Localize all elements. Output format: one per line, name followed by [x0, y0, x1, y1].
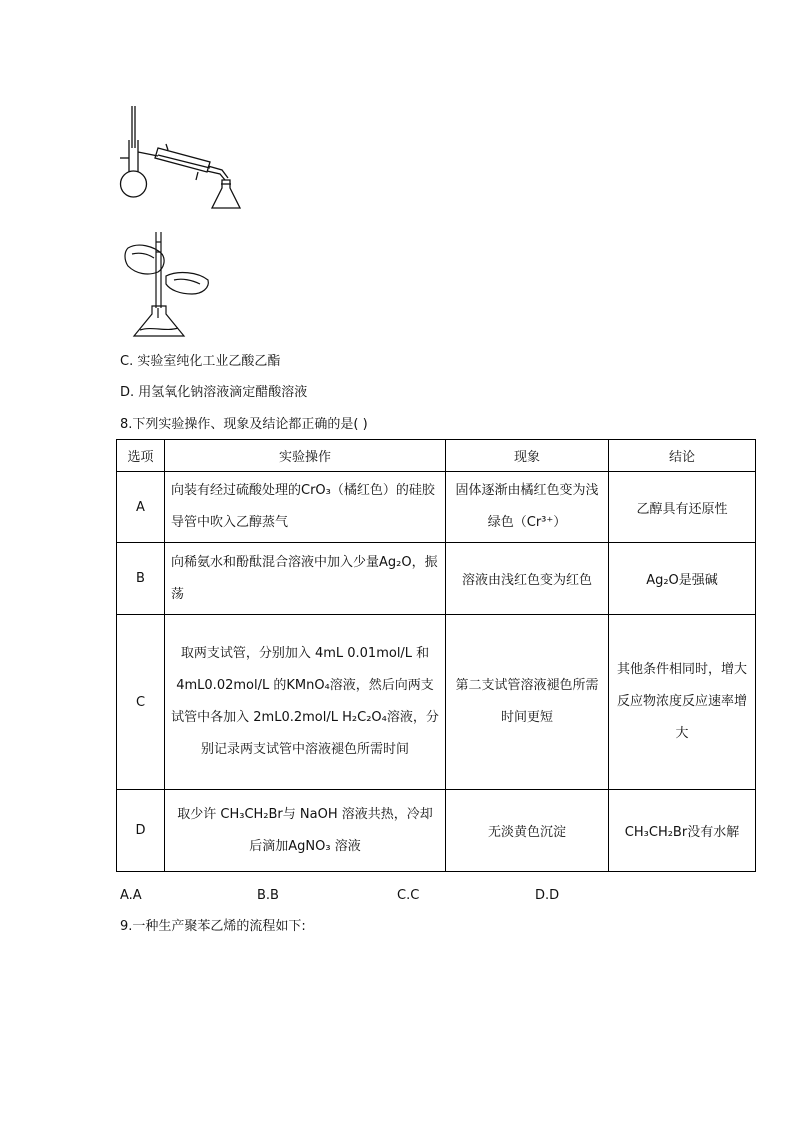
table-row	[117, 472, 756, 543]
table-row	[117, 615, 756, 790]
row-conclusion: CH₃CH₂Br没有水解	[609, 790, 756, 872]
row-operation: 向稀氨水和酚酞混合溶液中加入少量Ag₂O，振荡	[165, 543, 446, 615]
row-operation: 向装有经过硫酸处理的CrO₃（橘红色）的硅胶导管中吹入乙醇蒸气	[165, 472, 446, 543]
answer-choice-d[interactable]: D.D	[535, 888, 560, 903]
row-label: A	[117, 472, 165, 543]
answer-choices	[120, 888, 760, 906]
distillation-apparatus-figure	[118, 100, 253, 215]
question-9-stem: 9.一种生产聚苯乙烯的流程如下:	[120, 919, 306, 934]
header-option: 选项	[117, 440, 165, 472]
header-conclusion: 结论	[609, 440, 756, 472]
row-phenomenon: 溶液由浅红色变为红色	[446, 543, 609, 615]
question-8-stem: 8.下列实验操作、现象及结论都正确的是( )	[120, 417, 368, 432]
answer-choice-c[interactable]: C.C	[397, 888, 420, 903]
row-conclusion: Ag₂O是强碱	[609, 543, 756, 615]
row-phenomenon: 第二支试管溶液褪色所需时间更短	[446, 615, 609, 790]
row-operation: 取少许 CH₃CH₂Br与 NaOH 溶液共热，冷却后滴加AgNO₃ 溶液	[165, 790, 446, 872]
row-conclusion: 其他条件相同时，增大反应物浓度反应速率增大	[609, 615, 756, 790]
table-header-row	[117, 440, 756, 472]
answer-choice-a[interactable]: A.A	[120, 888, 142, 903]
option-c-text: C. 实验室纯化工业乙酸乙酯	[120, 354, 281, 369]
row-label: C	[117, 615, 165, 790]
header-phenomenon: 现象	[446, 440, 609, 472]
table-row	[117, 790, 756, 872]
table-row	[117, 543, 756, 615]
titration-figure	[118, 228, 218, 343]
answer-choice-b[interactable]: B.B	[257, 888, 279, 903]
row-phenomenon: 固体逐渐由橘红色变为浅绿色（Cr³⁺）	[446, 472, 609, 543]
option-d-text: D. 用氢氧化钠溶液滴定醋酸溶液	[120, 385, 308, 400]
row-phenomenon: 无淡黄色沉淀	[446, 790, 609, 872]
row-label: B	[117, 543, 165, 615]
experiment-table	[116, 439, 756, 872]
row-operation: 取两支试管，分别加入 4mL 0.01mol/L 和 4mL0.02mol/L 的KMnO₄溶液，然后向两支试管中各加入 2mL0.2mol/L H₂C₂O₄溶液，分别记录两支试管中溶液褪色所需时间	[165, 615, 446, 790]
row-conclusion: 乙醇具有还原性	[609, 472, 756, 543]
header-operation: 实验操作	[165, 440, 446, 472]
row-label: D	[117, 790, 165, 872]
